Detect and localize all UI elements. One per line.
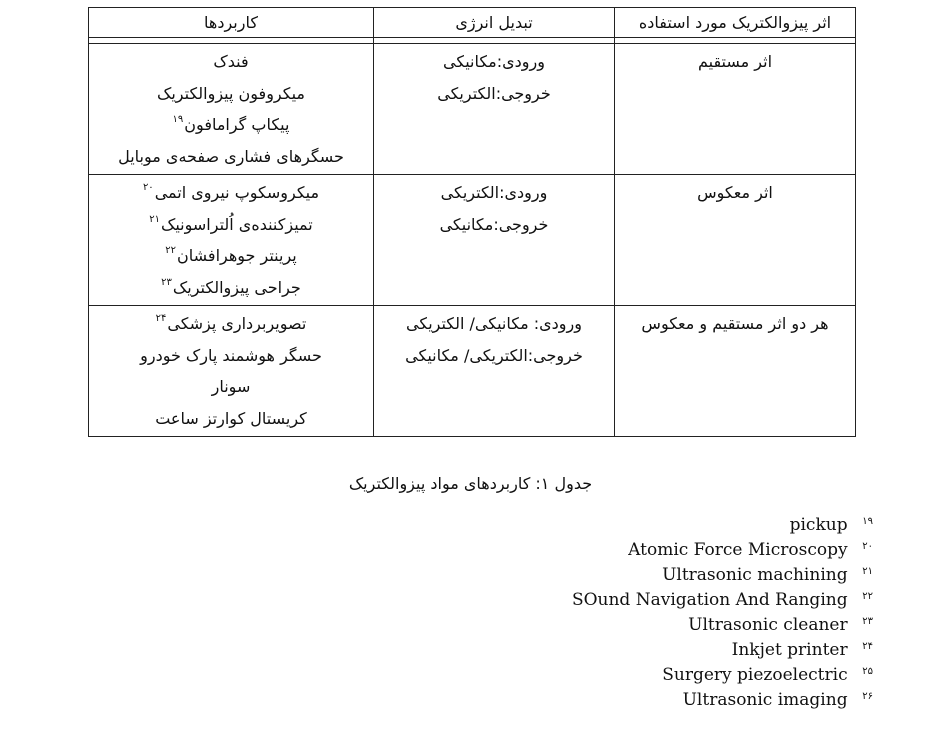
effect-text: اثر مستقیم xyxy=(697,52,773,71)
footnote-text: Ultrasonic imaging xyxy=(682,690,848,710)
effect-cell xyxy=(615,175,856,306)
footnote-item xyxy=(572,659,873,684)
application-item xyxy=(95,46,367,78)
footnote-marker: ۲۱ xyxy=(149,213,161,225)
energy-input: ورودی:مکانیکی xyxy=(443,52,545,71)
table-header-row xyxy=(89,8,856,38)
footnotes-list xyxy=(572,509,873,709)
application-text: حسگرهای فشاری صفحه‌ی موبایل xyxy=(118,146,344,166)
application-text: میکروفون پیزوالکتریک xyxy=(157,83,305,103)
application-text: سونار xyxy=(211,377,251,396)
table-row xyxy=(89,175,856,306)
effect-cell xyxy=(615,44,856,175)
application-text: پرینتر جوهرافشان xyxy=(177,246,297,265)
footnote-item xyxy=(572,509,873,534)
application-text: تمیزکننده‌ی اُلتراسونیک xyxy=(161,214,313,234)
energy-output: خروجی:الکتریکی/ مکانیکی xyxy=(405,345,583,365)
footnote-number: ۲۶ xyxy=(862,691,873,702)
footnote-item xyxy=(572,634,873,659)
application-text: جراحی پیزوالکتریک xyxy=(172,277,301,297)
energy-input: ورودی:الکتریکی xyxy=(440,183,548,202)
applications-cell xyxy=(89,175,374,306)
applications-cell xyxy=(89,44,374,175)
footnote-text: Inkjet printer xyxy=(731,640,848,660)
energy-input: ورودی: مکانیکی/ الکتریکی xyxy=(406,314,582,333)
application-item xyxy=(95,403,367,435)
header-applications: کاربردها xyxy=(89,8,374,38)
footnote-number: ۱۹ xyxy=(862,516,873,527)
application-text: کریستال کوارتز ساعت xyxy=(155,408,307,428)
energy-output: خروجی:مکانیکی xyxy=(439,214,549,234)
application-item xyxy=(95,209,367,241)
energy-output: خروجی:الکتریکی xyxy=(437,83,551,103)
application-item xyxy=(95,371,367,403)
application-item xyxy=(95,272,367,304)
footnote-item xyxy=(572,609,873,634)
footnote-marker: ۱۹ xyxy=(172,114,184,125)
table-row xyxy=(89,44,856,175)
application-item xyxy=(95,177,367,209)
footnote-marker: ۲۲ xyxy=(165,245,177,256)
footnote-number: ۲۵ xyxy=(862,666,873,677)
header-effect: اثر پیزوالکتریک مورد استفاده xyxy=(615,8,856,38)
effect-text: اثر معکوس xyxy=(697,183,773,202)
application-text: پیکاپ گرامافون xyxy=(184,115,290,134)
footnote-item xyxy=(572,684,873,709)
energy-cell xyxy=(374,44,615,175)
application-text: حسگر هوشمند پارک خودرو xyxy=(140,345,322,365)
footnote-text: Ultrasonic machining xyxy=(662,565,848,585)
footnote-number: ۲۲ xyxy=(862,591,873,602)
effect-cell xyxy=(615,306,856,437)
energy-cell xyxy=(374,175,615,306)
application-item xyxy=(95,308,367,340)
application-item xyxy=(95,240,367,272)
footnote-text: pickup xyxy=(789,515,848,535)
application-item xyxy=(95,109,367,141)
footnote-text: Surgery piezoelectric xyxy=(662,665,848,685)
footnote-number: ۲۰ xyxy=(862,541,873,552)
application-text: فندک xyxy=(213,52,249,71)
table-row xyxy=(89,306,856,437)
footnote-item xyxy=(572,534,873,559)
applications-cell xyxy=(89,306,374,437)
footnote-text: SOund Navigation And Ranging xyxy=(571,590,848,610)
footnote-number: ۲۴ xyxy=(862,641,873,652)
footnote-number: ۲۳ xyxy=(862,616,873,627)
footnote-item xyxy=(572,559,873,584)
application-item xyxy=(95,141,367,173)
footnote-marker: ۲۳ xyxy=(161,276,172,288)
footnote-number: ۲۱ xyxy=(862,566,873,577)
footnote-marker: ۲۴ xyxy=(155,313,167,324)
footnote-marker: ۲۰ xyxy=(142,182,154,193)
application-item xyxy=(95,78,367,110)
energy-cell xyxy=(374,306,615,437)
footnote-text: Ultrasonic cleaner xyxy=(688,615,848,635)
piezoelectric-applications-table xyxy=(88,7,856,437)
application-text: تصویربرداری پزشکی xyxy=(167,314,307,333)
table-caption: جدول ۱: کاربردهای مواد پیزوالکتریک xyxy=(348,474,593,493)
header-energy: تبدیل انرژی xyxy=(374,8,615,38)
footnote-text: Atomic Force Microscopy xyxy=(628,540,848,560)
application-item xyxy=(95,340,367,372)
footnote-item xyxy=(572,584,873,609)
application-text: میکروسکوپ نیروی اتمی xyxy=(154,183,320,202)
effect-text: هر دو اثر مستقیم و معکوس xyxy=(641,314,829,333)
